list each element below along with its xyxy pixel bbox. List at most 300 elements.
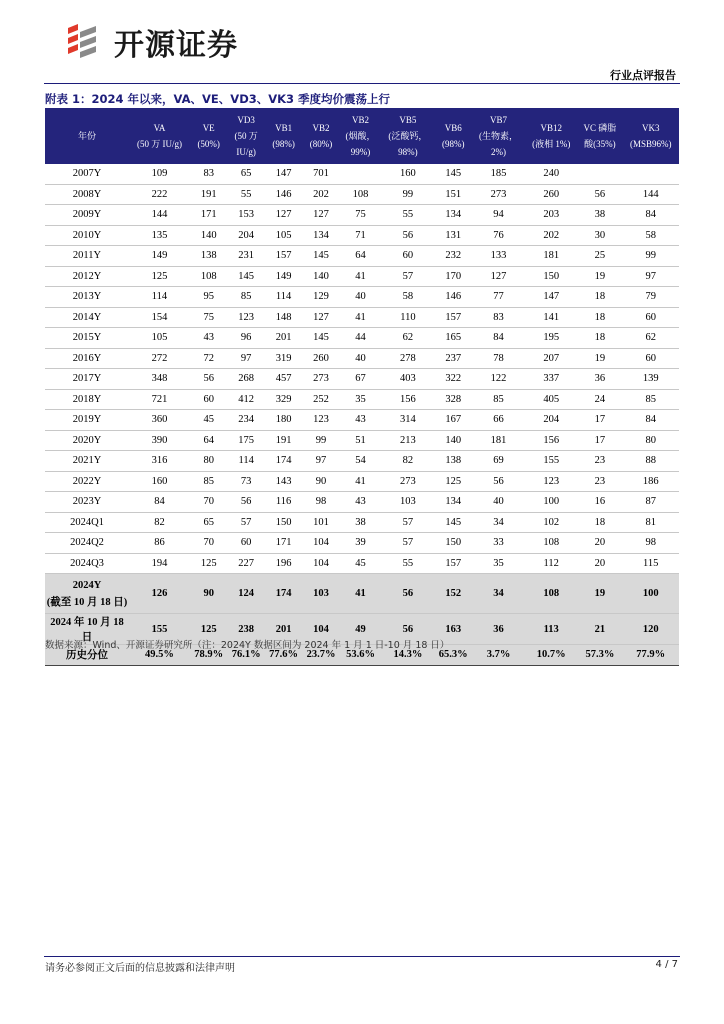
page-number: 4 / 7 [655,959,678,970]
value-cell: 133 [472,246,525,267]
value-cell: 202 [525,225,577,246]
value-cell: 150 [525,266,577,287]
value-cell: 57.3% [577,645,622,666]
value-cell: 36 [472,614,525,645]
row-label-cell: 历史分位 [45,645,129,666]
value-cell: 55 [227,184,264,205]
value-cell: 191 [265,430,302,451]
row-label-cell: 2024Q1 [45,512,129,533]
value-cell: 232 [434,246,471,267]
value-cell: 278 [381,348,434,369]
value-cell: 38 [340,512,382,533]
value-cell: 30 [577,225,622,246]
value-cell: 40 [340,348,382,369]
value-cell: 238 [227,614,264,645]
value-cell: 204 [227,225,264,246]
row-label-cell: 2024Q3 [45,553,129,574]
value-cell: 70 [190,492,227,513]
value-cell: 181 [472,430,525,451]
value-cell: 180 [265,410,302,431]
column-header: VE (50%) [190,108,227,164]
value-cell: 322 [434,369,471,390]
value-cell: 57 [227,512,264,533]
row-label-cell: 2008Y [45,184,129,205]
column-header: VB5 (泛酸钙， 98%) [381,108,434,164]
value-cell: 131 [434,225,471,246]
value-cell: 135 [129,225,190,246]
value-cell: 70 [190,533,227,554]
value-cell: 195 [525,328,577,349]
value-cell: 102 [525,512,577,533]
value-cell: 268 [227,369,264,390]
value-cell: 104 [302,553,339,574]
value-cell: 147 [265,164,302,184]
value-cell: 56 [577,184,622,205]
value-cell: 23 [577,471,622,492]
value-cell: 116 [265,492,302,513]
value-cell [340,164,382,184]
value-cell: 721 [129,389,190,410]
value-cell: 57 [381,512,434,533]
value-cell [622,164,679,184]
value-cell: 127 [302,205,339,226]
value-cell: 17 [577,410,622,431]
value-cell: 41 [340,471,382,492]
vitamin-price-table [45,108,679,666]
table-row [45,328,679,349]
value-cell: 33 [472,533,525,554]
value-cell: 185 [472,164,525,184]
value-cell: 19 [577,266,622,287]
value-cell: 156 [381,389,434,410]
value-cell: 51 [340,430,382,451]
row-label-cell: 2024 年 10 月 18 日 [45,614,129,645]
value-cell: 314 [381,410,434,431]
value-cell: 85 [472,389,525,410]
value-cell: 108 [525,533,577,554]
value-cell: 56 [381,225,434,246]
value-cell: 113 [525,614,577,645]
value-cell: 101 [302,512,339,533]
value-cell: 17 [577,430,622,451]
value-cell: 147 [525,287,577,308]
company-logo [62,20,238,64]
row-label-cell: 2022Y [45,471,129,492]
value-cell: 77 [472,287,525,308]
table-row [45,287,679,308]
value-cell: 56 [381,574,434,614]
header-divider [44,83,680,84]
value-cell: 84 [622,205,679,226]
value-cell: 144 [622,184,679,205]
value-cell: 54 [340,451,382,472]
value-cell: 10.7% [525,645,577,666]
value-cell: 43 [340,410,382,431]
row-label-cell: 2010Y [45,225,129,246]
value-cell: 83 [190,164,227,184]
value-cell: 84 [472,328,525,349]
table-header-row [45,108,679,164]
value-cell: 86 [129,533,190,554]
value-cell: 43 [340,492,382,513]
value-cell: 139 [622,369,679,390]
row-label-cell: 2021Y [45,451,129,472]
value-cell: 41 [340,266,382,287]
value-cell: 122 [472,369,525,390]
value-cell: 390 [129,430,190,451]
value-cell: 35 [340,389,382,410]
value-cell: 260 [525,184,577,205]
value-cell: 701 [302,164,339,184]
value-cell: 81 [622,512,679,533]
value-cell: 149 [129,246,190,267]
column-header: 年份 [45,108,129,164]
value-cell: 85 [190,471,227,492]
value-cell: 134 [302,225,339,246]
value-cell: 273 [302,369,339,390]
table-row [45,451,679,472]
value-cell: 49 [340,614,382,645]
value-cell: 97 [227,348,264,369]
value-cell: 138 [190,246,227,267]
value-cell: 104 [302,614,339,645]
row-label-cell: 2013Y [45,287,129,308]
table-row [45,246,679,267]
value-cell: 85 [622,389,679,410]
row-label-cell: 2011Y [45,246,129,267]
value-cell: 60 [622,307,679,328]
value-cell: 44 [340,328,382,349]
value-cell: 38 [577,205,622,226]
value-cell: 123 [302,410,339,431]
table-row [45,225,679,246]
value-cell: 72 [190,348,227,369]
value-cell [577,164,622,184]
value-cell: 196 [265,553,302,574]
value-cell: 103 [381,492,434,513]
table-row [45,512,679,533]
value-cell: 87 [622,492,679,513]
value-cell: 16 [577,492,622,513]
value-cell: 114 [265,287,302,308]
value-cell: 316 [129,451,190,472]
value-cell: 175 [227,430,264,451]
column-header: VB1 (98%) [265,108,302,164]
value-cell: 65.3% [434,645,471,666]
value-cell: 127 [302,307,339,328]
table-row [45,205,679,226]
value-cell: 66 [472,410,525,431]
value-cell: 141 [525,307,577,328]
value-cell: 60 [381,246,434,267]
value-cell: 120 [622,614,679,645]
value-cell: 170 [434,266,471,287]
table-row [45,492,679,513]
value-cell: 40 [472,492,525,513]
row-label-cell: 2007Y [45,164,129,184]
value-cell: 73 [227,471,264,492]
row-label-cell: 2024Y (截至 10 月 18 日) [45,574,129,614]
column-header: VC 磷脂 酸(35%) [577,108,622,164]
table-row [45,533,679,554]
table-row [45,410,679,431]
value-cell: 105 [265,225,302,246]
column-header: VB7 (生物素， 2%) [472,108,525,164]
value-cell: 114 [129,287,190,308]
row-label-cell: 2018Y [45,389,129,410]
value-cell: 174 [265,451,302,472]
value-cell: 56 [381,614,434,645]
value-cell: 96 [227,328,264,349]
value-cell: 146 [434,287,471,308]
value-cell: 207 [525,348,577,369]
value-cell: 127 [472,266,525,287]
value-cell: 153 [227,205,264,226]
value-cell: 41 [340,307,382,328]
value-cell: 213 [381,430,434,451]
row-label-cell: 2019Y [45,410,129,431]
value-cell: 55 [381,553,434,574]
value-cell: 125 [434,471,471,492]
value-cell: 57 [381,266,434,287]
value-cell: 77.9% [622,645,679,666]
value-cell: 337 [525,369,577,390]
value-cell: 145 [434,164,471,184]
value-cell: 127 [265,205,302,226]
value-cell: 40 [340,287,382,308]
value-cell: 108 [340,184,382,205]
value-cell: 186 [622,471,679,492]
value-cell: 36 [577,369,622,390]
value-cell: 160 [129,471,190,492]
value-cell: 3.7% [472,645,525,666]
source-note: 数据来源：Wind、开源证券研究所（注：2024Y 数据区间为 2024 年 1 月 1 日-10 月 18 日） [45,640,450,651]
table-row [45,164,679,184]
value-cell: 148 [265,307,302,328]
value-cell: 124 [227,574,264,614]
value-cell: 82 [129,512,190,533]
column-header: VD3 (50 万 IU/g) [227,108,264,164]
value-cell: 154 [129,307,190,328]
value-cell: 78 [472,348,525,369]
value-cell: 85 [227,287,264,308]
value-cell: 19 [577,348,622,369]
value-cell: 145 [302,246,339,267]
value-cell: 103 [302,574,339,614]
value-cell: 174 [265,574,302,614]
value-cell: 53.6% [340,645,382,666]
value-cell: 191 [190,184,227,205]
table-row [45,184,679,205]
value-cell: 49.5% [129,645,190,666]
value-cell: 65 [227,164,264,184]
value-cell: 167 [434,410,471,431]
value-cell: 80 [190,451,227,472]
value-cell: 171 [190,205,227,226]
value-cell: 84 [622,410,679,431]
value-cell: 76 [472,225,525,246]
value-cell: 60 [622,348,679,369]
value-cell: 231 [227,246,264,267]
value-cell: 160 [381,164,434,184]
value-cell: 34 [472,512,525,533]
value-cell: 412 [227,389,264,410]
value-cell: 155 [129,614,190,645]
value-cell: 240 [525,164,577,184]
value-cell: 165 [434,328,471,349]
value-cell: 108 [525,574,577,614]
value-cell: 222 [129,184,190,205]
value-cell: 65 [190,512,227,533]
row-label-cell: 2012Y [45,266,129,287]
value-cell: 82 [381,451,434,472]
value-cell: 272 [129,348,190,369]
value-cell: 84 [129,492,190,513]
value-cell: 64 [190,430,227,451]
value-cell: 126 [129,574,190,614]
value-cell: 90 [190,574,227,614]
value-cell: 83 [472,307,525,328]
value-cell: 152 [434,574,471,614]
column-header: VB6 (98%) [434,108,471,164]
value-cell: 108 [190,266,227,287]
value-cell: 100 [622,574,679,614]
value-cell: 21 [577,614,622,645]
value-cell: 171 [265,533,302,554]
column-header: VA (50 万 IU/g) [129,108,190,164]
value-cell: 227 [227,553,264,574]
value-cell: 157 [265,246,302,267]
value-cell: 115 [622,553,679,574]
value-cell: 75 [190,307,227,328]
row-label-cell: 2024Q2 [45,533,129,554]
value-cell: 328 [434,389,471,410]
value-cell: 55 [381,205,434,226]
value-cell: 112 [525,553,577,574]
value-cell: 58 [381,287,434,308]
value-cell: 150 [265,512,302,533]
table-row [45,348,679,369]
value-cell: 114 [227,451,264,472]
value-cell: 125 [129,266,190,287]
value-cell: 18 [577,307,622,328]
value-cell: 23 [577,451,622,472]
value-cell: 78.9% [190,645,227,666]
value-cell: 95 [190,287,227,308]
value-cell: 18 [577,328,622,349]
value-cell: 146 [265,184,302,205]
value-cell: 75 [340,205,382,226]
value-cell: 150 [434,533,471,554]
value-cell: 234 [227,410,264,431]
value-cell: 151 [434,184,471,205]
value-cell: 110 [381,307,434,328]
value-cell: 23.7% [302,645,339,666]
value-cell: 14.3% [381,645,434,666]
value-cell: 39 [340,533,382,554]
value-cell: 156 [525,430,577,451]
value-cell: 155 [525,451,577,472]
value-cell: 134 [434,205,471,226]
value-cell: 201 [265,614,302,645]
value-cell: 56 [190,369,227,390]
value-cell: 56 [227,492,264,513]
row-label-cell: 2020Y [45,430,129,451]
value-cell: 360 [129,410,190,431]
value-cell: 62 [381,328,434,349]
value-cell: 57 [381,533,434,554]
value-cell: 105 [129,328,190,349]
row-label-cell: 2009Y [45,205,129,226]
value-cell: 145 [227,266,264,287]
value-cell: 273 [381,471,434,492]
value-cell: 99 [622,246,679,267]
value-cell: 129 [302,287,339,308]
value-cell: 58 [622,225,679,246]
value-cell: 98 [302,492,339,513]
value-cell: 329 [265,389,302,410]
value-cell: 45 [190,410,227,431]
row-label-cell: 2015Y [45,328,129,349]
value-cell: 252 [302,389,339,410]
value-cell: 405 [525,389,577,410]
value-cell: 97 [302,451,339,472]
table-row [45,369,679,390]
column-header: VB12 (液相 1%) [525,108,577,164]
value-cell: 20 [577,553,622,574]
table-row [45,307,679,328]
value-cell: 25 [577,246,622,267]
value-cell: 145 [302,328,339,349]
value-cell: 64 [340,246,382,267]
value-cell: 204 [525,410,577,431]
value-cell: 457 [265,369,302,390]
value-cell: 43 [190,328,227,349]
table-row [45,574,679,614]
value-cell: 273 [472,184,525,205]
column-header: VB2 (80%) [302,108,339,164]
value-cell: 138 [434,451,471,472]
disclaimer-text: 请务必参阅正文后面的信息披露和法律声明 [45,963,235,974]
value-cell: 149 [265,266,302,287]
value-cell: 77.6% [265,645,302,666]
value-cell: 125 [190,553,227,574]
value-cell: 140 [190,225,227,246]
value-cell: 163 [434,614,471,645]
value-cell: 20 [577,533,622,554]
value-cell: 123 [227,307,264,328]
value-cell: 18 [577,512,622,533]
table-body [45,164,679,665]
value-cell: 145 [434,512,471,533]
value-cell: 201 [265,328,302,349]
value-cell: 41 [340,574,382,614]
table-title: 附表 1：2024 年以来，VA、VE、VD3、VK3 季度均价震荡上行 [45,92,391,106]
value-cell: 60 [190,389,227,410]
value-cell: 202 [302,184,339,205]
column-header: VK3 (MSB96%) [622,108,679,164]
value-cell: 62 [622,328,679,349]
value-cell: 99 [302,430,339,451]
value-cell: 69 [472,451,525,472]
value-cell: 98 [622,533,679,554]
value-cell: 157 [434,553,471,574]
value-cell: 134 [434,492,471,513]
value-cell: 140 [302,266,339,287]
value-cell: 140 [434,430,471,451]
value-cell: 94 [472,205,525,226]
value-cell: 56 [472,471,525,492]
